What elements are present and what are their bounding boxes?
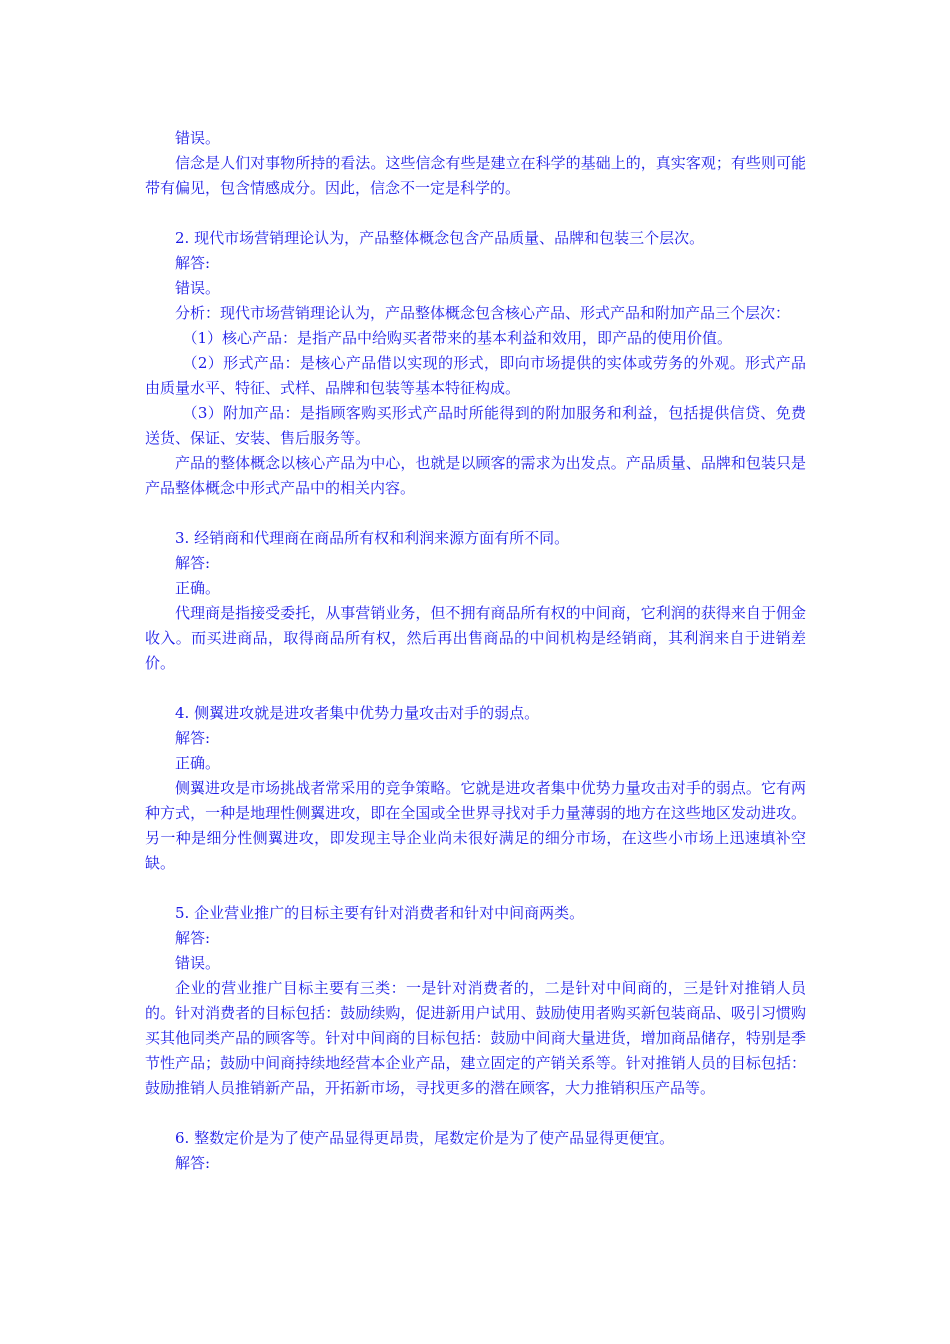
paragraph-spacer — [145, 876, 806, 901]
paragraph: 侧翼进攻是市场挑战者常采用的竞争策略。它就是进攻者集中优势力量攻击对手的弱点。它有两种方式，一种是地理性侧翼进攻，即在全国或全世界寻找对手力量薄弱的地方在这些地区发动进攻。另一种是细分性侧翼进攻，即发现主导企业尚未很好满足的细分市场，在这些小市场上迅速填补空缺。 — [145, 779, 806, 872]
paragraph: 解答: — [175, 554, 211, 572]
paragraph: 信念是人们对事物所持的看法。这些信念有些是建立在科学的基础上的，真实客观；有些则可能带有偏见，包含情感成分。因此，信念不一定是科学的。 — [145, 154, 806, 197]
list-item: （2）形式产品：是核心产品借以实现的形式，即向市场提供的实体或劳务的外观。形式产品由质量水平、特征、式样、品牌和包装等基本特征构成。 — [145, 354, 806, 397]
paragraph-spacer — [145, 1101, 806, 1126]
paragraph: 解答: — [175, 929, 211, 947]
paragraph: 错误。 — [175, 954, 221, 972]
paragraph: 产品的整体概念以核心产品为中心，也就是以顾客的需求为出发点。产品质量、品牌和包装只是产品整体概念中形式产品中的相关内容。 — [145, 454, 806, 497]
paragraph-spacer — [145, 201, 806, 226]
paragraph: 代理商是指接受委托，从事营销业务，但不拥有商品所有权的中间商，它利润的获得来自于佣金收入。而买进商品，取得商品所有权，然后再出售商品的中间机构是经销商，其利润来自于进销差价。 — [145, 604, 806, 672]
paragraph-spacer — [145, 676, 806, 701]
paragraph: 正确。 — [175, 754, 221, 772]
paragraph: 4. 侧翼进攻就是进攻者集中优势力量攻击对手的弱点。 — [175, 704, 540, 722]
paragraph: 解答: — [175, 254, 211, 272]
paragraph: 6. 整数定价是为了使产品显得更昂贵，尾数定价是为了使产品显得更便宜。 — [175, 1129, 675, 1147]
paragraph: 解答: — [175, 1154, 211, 1172]
paragraph: 3. 经销商和代理商在商品所有权和利润来源方面有所不同。 — [175, 529, 570, 547]
paragraph-spacer — [145, 501, 806, 526]
paragraph: 5. 企业营业推广的目标主要有针对消费者和针对中间商两类。 — [175, 904, 585, 922]
paragraph: 企业的营业推广目标主要有三类：一是针对消费者的，二是针对中间商的，三是针对推销人员的。针对消费者的目标包括：鼓励续购，促进新用户试用、鼓励使用者购买新包装商品、吸引习惯购买其他同类产品的顾客等。针对中间商的目标包括：鼓励中间商大量进货，增加商品储存，特别是季节性产品；鼓励中间商持续地经营本企业产品，建立固定的产销关系等。针对推销人员的目标包括：鼓励推销人员推销新产品，开拓新市场，寻找更多的潜在顾客，大力推销积压产品等。 — [145, 979, 806, 1097]
paragraph: 正确。 — [175, 579, 221, 597]
paragraph: 错误。 — [175, 279, 221, 297]
paragraph: 解答: — [175, 729, 211, 747]
list-item: （3）附加产品：是指顾客购买形式产品时所能得到的附加服务和利益，包括提供信贷、免费送货、保证、安装、售后服务等。 — [145, 404, 806, 447]
paragraph: 分析：现代市场营销理论认为，产品整体概念包含核心产品、形式产品和附加产品三个层次： — [175, 304, 791, 322]
paragraph: 2. 现代市场营销理论认为，产品整体概念包含产品质量、品牌和包装三个层次。 — [175, 229, 705, 247]
list-item: （1）核心产品：是指产品中给购买者带来的基本利益和效用，即产品的使用价值。 — [182, 329, 733, 347]
paragraph: 错误。 — [175, 129, 221, 147]
